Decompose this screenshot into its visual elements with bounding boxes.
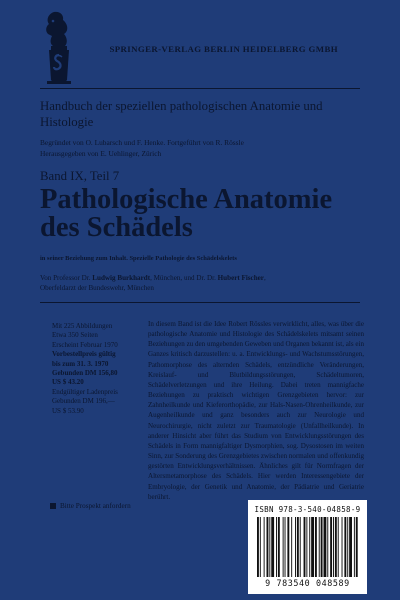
publication-details [52,322,144,416]
authors-suffix: , [263,274,266,282]
detail-preorder-dm: Gebunden DM 156,80 [52,369,118,378]
barcode-bar [297,517,299,577]
divider-middle [40,302,360,303]
book-title-line-1: Pathologische Anatomie [40,184,333,215]
authors-prefix: Von Professor Dr. [40,274,93,282]
volume-number: Band IX, Teil 7 [40,169,120,183]
barcode-bar [304,517,306,577]
divider-top [40,88,360,89]
handbook-title: Handbuch der speziellen pathologischen Anatomie und Histologie [40,99,323,129]
barcode-bar [324,517,327,577]
book-subtitle: in seiner Beziehung zum Inhalt. Spezielle Pathologie des Schädelskelets [40,255,237,262]
authors-line-2: Oberfeldarzt der Bundeswehr, München [40,284,154,292]
founded-by: Begründet von O. Lubarsch und F. Henke. Fortgeführt von R. Rössle [40,138,244,147]
detail-preorder-price: Vorbestellpreis gültig [52,350,116,359]
barcode-bar [354,517,355,577]
barcode-bar [257,517,259,577]
prospectus-note [50,502,131,510]
detail-final-usd: US $ 53.90 [52,406,84,415]
authors-mid: , München, und Dr. Dr. [150,274,218,282]
barcode-bar [287,517,289,577]
barcode-bar [300,517,301,577]
barcode-bar [311,517,314,577]
authors [40,273,370,293]
publisher-name: SPRINGER-VERLAG BERLIN HEIDELBERG GMBH [109,44,338,54]
detail-pages: Etwa 350 Seiten [52,331,98,340]
barcode-bar [295,517,296,577]
detail-final-price: Endgültiger Ladenpreis [52,387,118,396]
barcode-bar [309,517,310,577]
prospectus-label: Bitte Prospekt anfordern [60,502,131,510]
barcode [248,500,367,594]
barcode-bars [257,517,359,577]
springer-knight-logo-icon [40,6,78,88]
barcode-bar [347,517,348,577]
barcode-bar [356,517,358,577]
barcode-bar [269,517,270,577]
barcode-bar [315,517,317,577]
barcode-bar [321,517,323,577]
barcode-bar [319,517,320,577]
barcode-bar [267,517,269,577]
barcode-bar [349,517,352,577]
detail-release: Erscheint Februar 1970 [52,340,118,349]
barcode-bar [335,517,337,577]
barcode-bar [271,517,274,577]
barcode-bar [327,517,328,577]
barcode-bar [260,517,261,577]
barcode-digits: 9 783540 048589 [265,578,350,588]
barcode-bar [306,517,307,577]
barcode-bar [333,517,334,577]
book-title-line-2: des Schädels [40,212,193,243]
description-text: In diesem Band ist die Idee Robert Rössles verwirklicht, alles, was über die pathologische Anatomie und Histologie des Schädelskelets mitsamt seinen Beziehungen zu den umgebenden Geweben und Organen bekannt ist, als ein Ganzes kritisch darzustellen: u. a. Entwicklungs- und Wachstumsstörungen, Pathomorphose des alternden Schädels, entzündliche Veränderungen, Kreislauf- und Blutbildungsstörungen, Schädeltumoren, Schädelverletzungen und ihre Heilung. Dabei treten mannigfache Beziehungen zu praktisch wichtigen Grenzgebieten hervor: zur Zahnheilkunde und Kieferorthopädie, zur Hals-Nasen-Ohrenheilkunde, zur Augenheilkunde und ganz besonders auch zur Neurologie und Neurochirurgie, nicht zuletzt zur Traumatologie (Unfallheilkunde). In anderer Hinsicht aber führt das Studium von Entwicklungsstörungen des Schädels in Form mannigfaltiger Dysmorphien, sog. Dysostosen im weiten Sinn, zur Sonderung des Grenzgebietes zwischen normalen und offenkundig gestörten Entwicklungsverhältnissen. Ähnliches gilt für Normfragen der Altersmetamorphose des Schädels. Hier werden Interessengebiete der Embryologie, der Genetik und Anatomie, der Pädiatrie und Geriatrie berührt. [148,320,364,501]
barcode-bar [344,517,346,577]
barcode-bar [291,517,292,577]
detail-final-dm: Gebunden DM 196,— [52,397,115,406]
barcode-bar [278,517,280,577]
square-bullet-icon [50,503,56,509]
detail-preorder-date: bis zum 31. 3. 1970 [52,359,109,368]
barcode-bar [342,517,343,577]
authors-line-1 [40,273,370,283]
detail-illustrations: Mit 225 Abbildungen [52,322,113,330]
edited-by: Herausgegeben von E. Uehlinger, Zürich [40,149,162,158]
barcode-bar [283,517,284,577]
handbook-credits [40,137,370,159]
book-title [40,186,370,242]
barcode-bar [330,517,332,577]
barcode-bar [276,517,277,577]
detail-preorder-usd: US $ 43.20 [52,378,84,387]
barcode-bar [285,517,286,577]
isbn-label: ISBN 978-3-540-04858-9 [254,505,361,514]
author-1: Ludwig Burkhardt [92,274,151,282]
author-2: Hubert Fischer [217,274,264,282]
barcode-bar [338,517,339,577]
barcode-bar [264,517,265,577]
